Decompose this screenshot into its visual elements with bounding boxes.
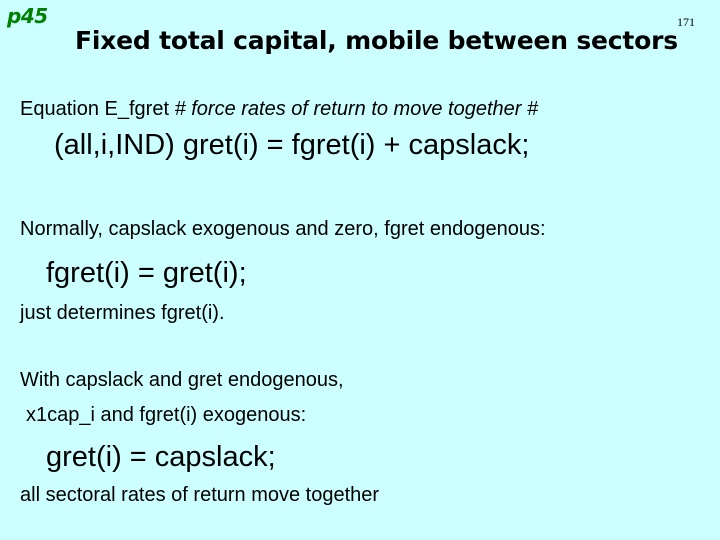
normally-formula: fgret(i) = gret(i); xyxy=(46,257,247,289)
slide-title: Fixed total capital, mobile between sectors xyxy=(75,26,678,55)
equation-comment: # force rates of return to move together # xyxy=(174,98,539,120)
page-tag: p45 xyxy=(7,4,48,28)
equation-declaration-line xyxy=(20,98,538,121)
equation-formula: (all,i,IND) gret(i) = fgret(i) + capslack; xyxy=(54,129,530,161)
slide-number: 171 xyxy=(677,15,695,29)
with-text-line-2: x1cap_i and fgret(i) exogenous: xyxy=(26,404,307,426)
with-text-line-1: With capslack and gret endogenous, xyxy=(20,369,344,391)
normally-text: Normally, capslack exogenous and zero, fgret endogenous: xyxy=(20,218,546,240)
normally-note: just determines fgret(i). xyxy=(20,302,225,324)
equation-name: Equation E_fgret xyxy=(20,98,169,120)
with-formula: gret(i) = capslack; xyxy=(46,441,276,473)
with-note: all sectoral rates of return move together xyxy=(20,484,380,506)
